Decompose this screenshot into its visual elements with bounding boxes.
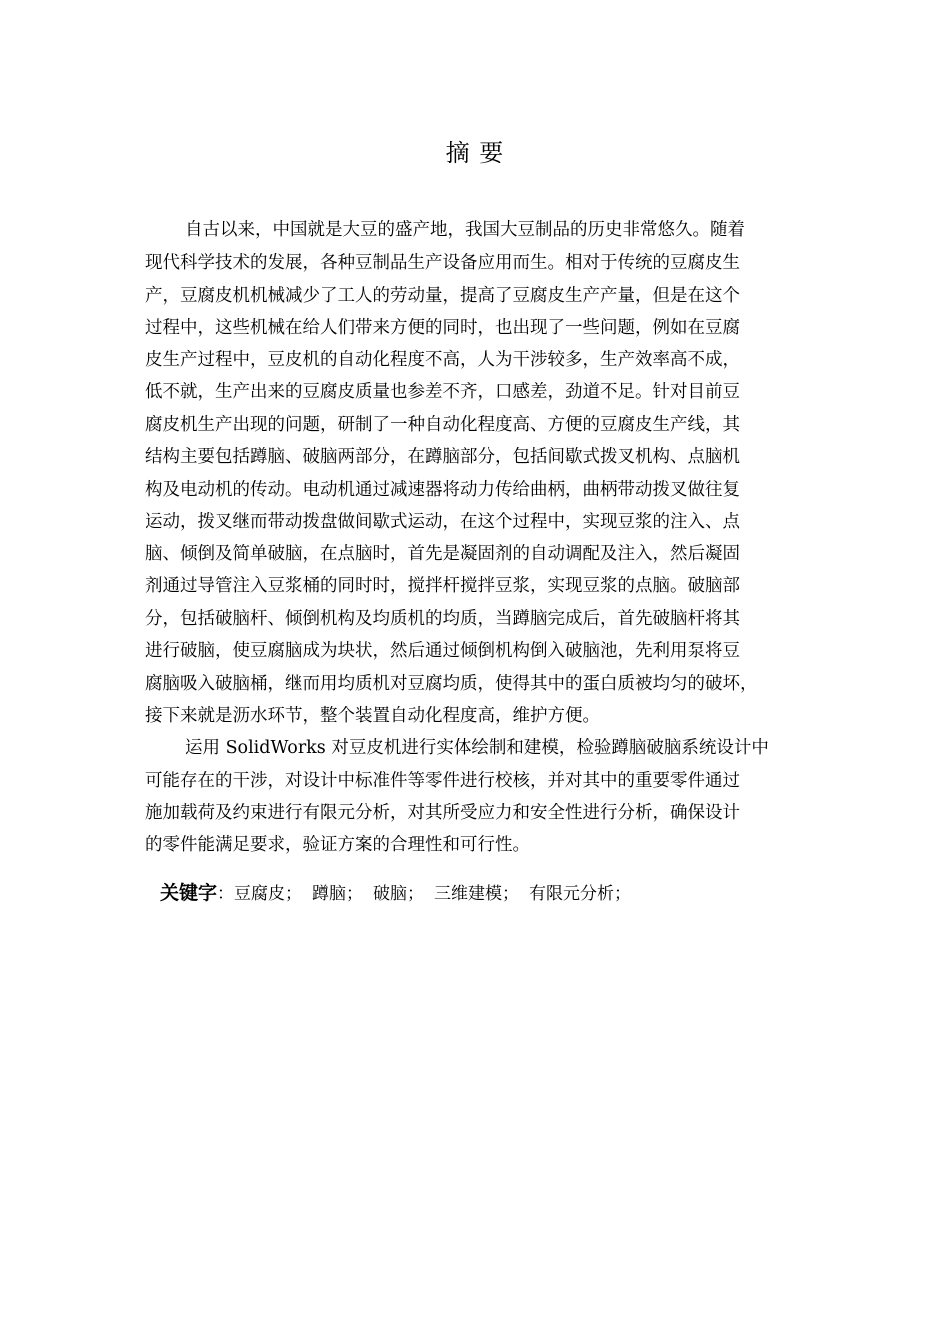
text-line: 现代科学技术的发展，各种豆制品生产设备应用而生。相对于传统的豆腐皮生 <box>145 253 740 273</box>
text-line: 进行破脑，使豆腐脑成为块状，然后通过倾倒机构倒入破脑池，先利用泵将豆 <box>145 641 740 661</box>
keyword-item: 豆腐皮； <box>234 884 303 904</box>
keywords-label: 关键字 <box>160 882 218 904</box>
keyword-item: 三维建模； <box>434 884 520 904</box>
text-line: 脑、倾倒及简单破脑，在点脑时，首先是凝固剂的自动调配及注入，然后凝固 <box>145 544 740 564</box>
text-line: 施加载荷及约束进行有限元分析，对其所受应力和安全性进行分析，确保设计 <box>145 803 740 823</box>
keywords-separator: ： <box>217 884 235 904</box>
keyword-item: 蹲脑； <box>312 884 364 904</box>
text-line: 低不就，生产出来的豆腐皮质量也参差不齐，口感差，劲道不足。针对目前豆 <box>145 382 740 402</box>
text-line: 过程中，这些机械在给人们带来方便的同时，也出现了一些问题，例如在豆腐 <box>145 318 740 338</box>
text-line: 产，豆腐皮机机械减少了工人的劳动量，提高了豆腐皮生产产量，但是在这个 <box>145 286 740 306</box>
text-line: 自古以来，中国就是大豆的盛产地，我国大豆制品的历史非常悠久。随着 <box>185 220 745 240</box>
text-line: 结构主要包括蹲脑、破脑两部分，在蹲脑部分，包括间歇式拨叉机构、点脑机 <box>145 447 740 467</box>
keyword-item: 破脑； <box>373 884 425 904</box>
text-line: 腐皮机生产出现的问题，研制了一种自动化程度高、方便的豆腐皮生产线，其 <box>145 415 740 435</box>
text-line: 皮生产过程中，豆皮机的自动化程度不高，人为干涉较多，生产效率高不成， <box>145 350 740 370</box>
text-line: 运用 SolidWorks 对豆皮机进行实体绘制和建模，检验蹲脑破脑系统设计中 <box>185 738 769 758</box>
text-line: 接下来就是沥水环节，整个装置自动化程度高，维护方便。 <box>145 706 600 726</box>
text-line: 分，包括破脑杆、倾倒机构及均质机的均质，当蹲脑完成后，首先破脑杆将其 <box>145 609 740 629</box>
keyword-item: 有限元分析； <box>529 884 632 904</box>
text-line: 剂通过导管注入豆浆桶的同时时，搅拌杆搅拌豆浆，实现豆浆的点脑。破脑部 <box>145 576 740 596</box>
page-title: 摘 要 <box>445 139 505 167</box>
keywords-line <box>160 878 631 908</box>
text-line: 的零件能满足要求，验证方案的合理性和可行性。 <box>145 835 530 855</box>
text-line: 运动，拨叉继而带动拨盘做间歇式运动，在这个过程中，实现豆浆的注入、点 <box>145 512 740 532</box>
text-line: 构及电动机的传动。电动机通过减速器将动力传给曲柄，曲柄带动拨叉做往复 <box>145 480 740 500</box>
text-line: 可能存在的干涉，对设计中标准件等零件进行校核，并对其中的重要零件通过 <box>145 771 740 791</box>
text-line: 腐脑吸入破脑桶，继而用均质机对豆腐均质，使得其中的蛋白质被均匀的破坏， <box>145 674 758 694</box>
